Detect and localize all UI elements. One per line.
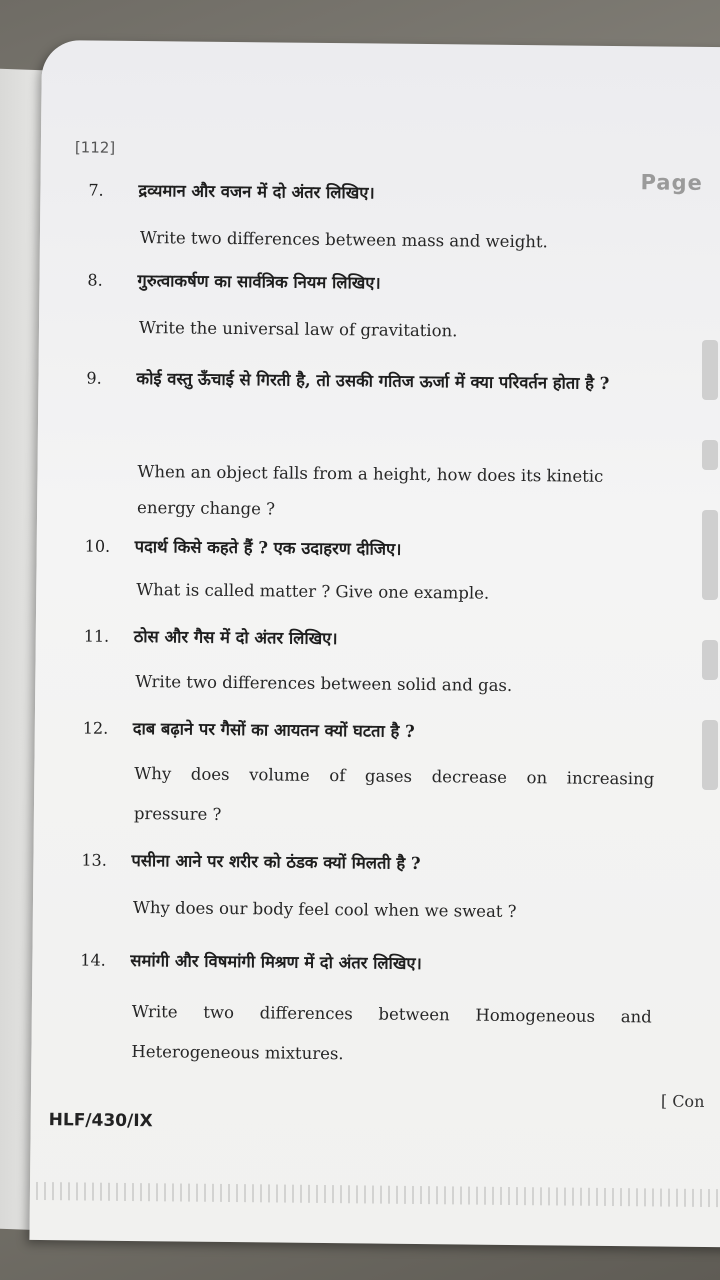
question-13 [81, 850, 662, 922]
question-english: Why does our body feel cool when we sweat ? [132, 898, 517, 922]
question-hindi: कोई वस्तु ऊँचाई से गिरती है, तो उसकी गतिज ऊर्जा में क्या परिवर्तन होता है ? [136, 369, 610, 393]
question-11 [83, 626, 664, 695]
question-english-cont: Heterogeneous mixtures. [131, 1041, 344, 1064]
question-number: 10. [84, 536, 111, 556]
question-english-cont: energy change ? [137, 498, 276, 519]
question-number: 7. [88, 180, 104, 200]
page-label: Page [640, 170, 703, 195]
question-english: Write the universal law of gravitation. [138, 318, 458, 341]
question-14 [80, 950, 660, 1064]
question-english: Write two differences between mass and weight. [139, 228, 548, 252]
question-english-cont: pressure ? [133, 804, 222, 824]
question-9 [86, 368, 667, 519]
question-hindi: पदार्थ किसे कहते हैं ? एक उदाहरण दीजिए। [134, 536, 402, 559]
question-english: Write two differences between solid and gas. [135, 672, 513, 695]
question-7 [88, 180, 669, 252]
question-hindi: दाब बढ़ाने पर गैसों का आयतन क्यों घटता है ? [132, 718, 415, 741]
question-hindi: पसीना आने पर शरीर को ठंडक क्यों मिलती है ? [131, 850, 421, 874]
question-hindi: द्रव्यमान और वजन में दो अंतर लिखिए। [138, 181, 375, 203]
paper-code: HLF/430/IX [48, 1110, 153, 1132]
question-10 [84, 536, 665, 603]
page-number: [112] [74, 138, 116, 157]
question-8 [87, 270, 668, 341]
question-hindi: गुरुत्वाकर्षण का सार्वत्रिक नियम लिखिए। [137, 271, 381, 293]
question-number: 9. [86, 368, 102, 388]
binding-edge [702, 340, 720, 940]
question-english: Why does volume of gases decrease on increasing [134, 764, 655, 789]
question-english: When an object falls from a height, how does its kinetic [137, 462, 604, 486]
exam-page [29, 40, 720, 1248]
question-english: What is called matter ? Give one example. [136, 580, 490, 603]
question-number: 14. [80, 950, 106, 970]
question-number: 13. [81, 850, 107, 870]
question-number: 11. [83, 626, 110, 646]
question-english: Write two differences between Homogeneous and [131, 1001, 652, 1027]
question-hindi: ठोस और गैस में दो अंतर लिखिए। [133, 626, 338, 649]
question-number: 8. [87, 270, 103, 290]
continued-label: [ Con [660, 1091, 705, 1111]
question-number: 12. [82, 718, 109, 738]
question-12 [82, 718, 663, 824]
question-hindi: समांगी और विषमांगी मिश्रण में दो अंतर लिखिए। [130, 950, 422, 974]
